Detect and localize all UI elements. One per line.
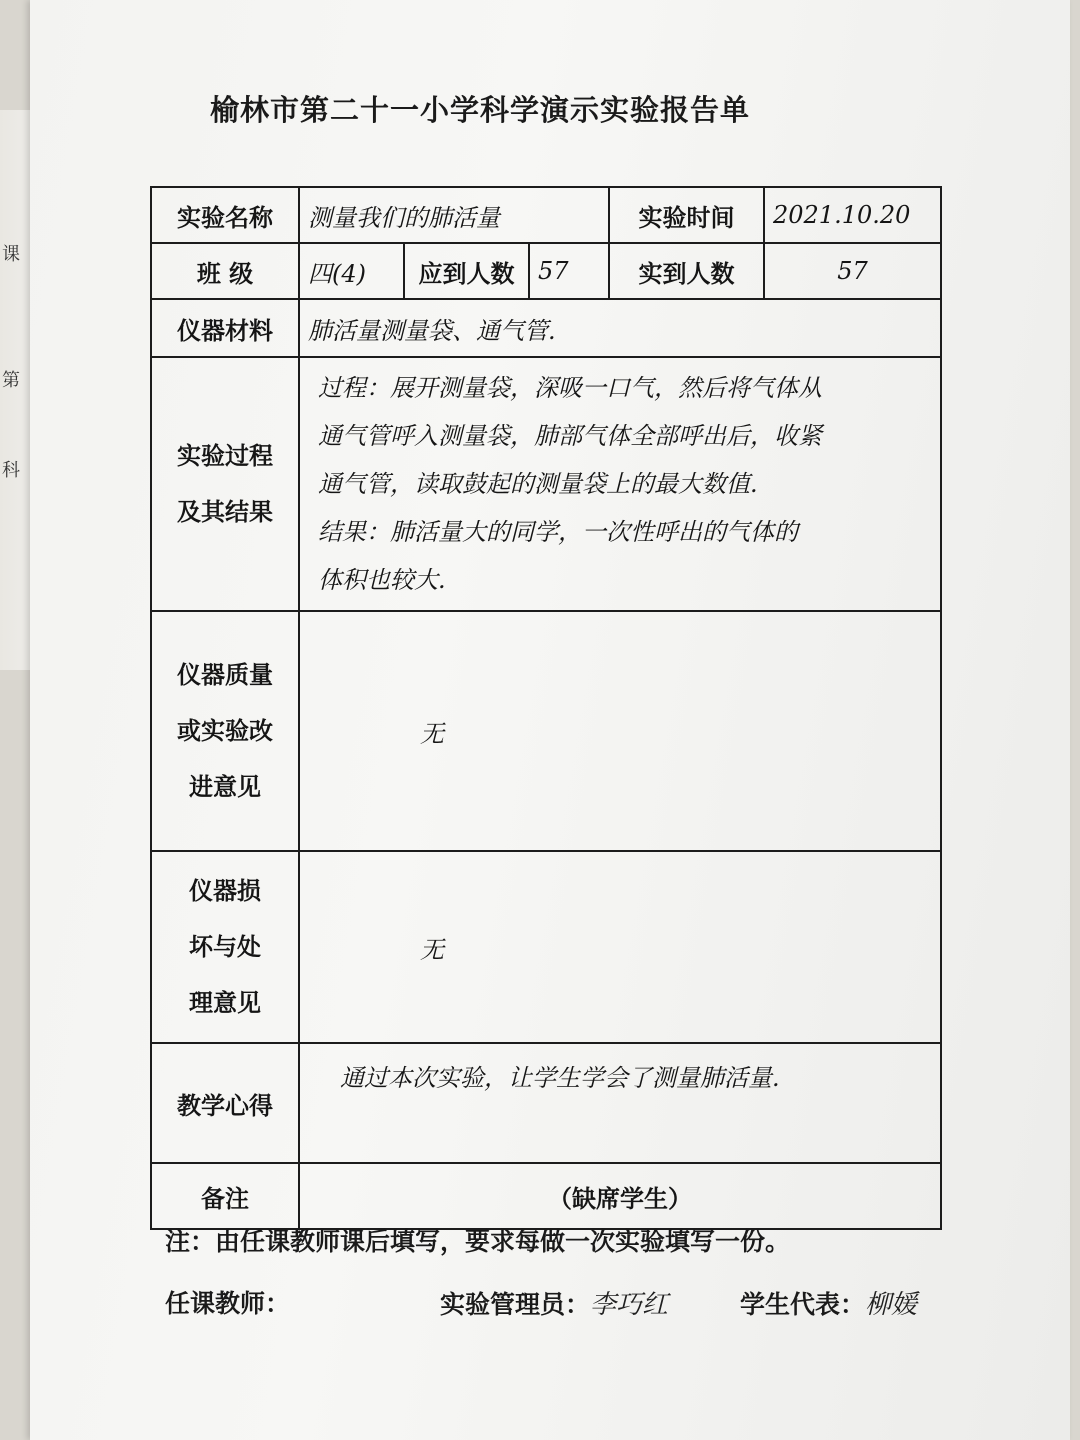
process-value <box>299 357 941 611</box>
process-line: 结果：肺活量大的同学，一次性呼出的气体的 <box>318 518 798 546</box>
materials-value: 肺活量测量袋、通气管. <box>299 299 941 357</box>
student-signature <box>740 1284 917 1321</box>
under-sheet-fragment: 第 <box>2 370 20 391</box>
quality-label <box>151 611 299 851</box>
student-label: 学生代表： <box>740 1290 866 1319</box>
quality-label-line: 仪器质量 <box>177 661 273 689</box>
student-value: 柳媛 <box>865 1290 918 1320</box>
process-line: 通气管，读取鼓起的测量袋上的最大数值. <box>318 470 758 498</box>
experiment-time-value: 2021.10.20 <box>764 187 941 243</box>
quality-label-line: 或实验改 <box>177 717 273 745</box>
expected-count-label: 应到人数 <box>404 243 529 299</box>
materials-label: 仪器材料 <box>151 299 299 357</box>
damage-label-line: 理意见 <box>189 989 261 1017</box>
under-sheet-fragment: 课 <box>2 244 20 265</box>
table-row <box>151 1163 941 1229</box>
admin-signature <box>440 1284 668 1321</box>
teacher-label: 任课教师： <box>165 1289 291 1318</box>
table-row <box>151 357 941 611</box>
admin-value: 李巧红 <box>590 1290 669 1320</box>
quality-value: 无 <box>299 611 941 851</box>
experiment-name-value: 测量我们的肺活量 <box>299 187 609 243</box>
footer-note: 注：由任课教师课后填写，要求每做一次实验填写一份。 <box>165 1227 791 1256</box>
process-label <box>151 357 299 611</box>
class-label: 班 级 <box>151 243 299 299</box>
admin-label: 实验管理员： <box>440 1290 591 1319</box>
process-label-line: 实验过程 <box>177 442 273 470</box>
quality-label-line: 进意见 <box>189 773 261 801</box>
under-sheet-fragment: 科 <box>2 460 20 481</box>
damage-label-line: 坏与处 <box>189 933 261 961</box>
process-line: 通气管呼入测量袋，肺部气体全部呼出后，收紧 <box>318 422 822 450</box>
damage-label-line: 仪器损 <box>189 877 261 905</box>
class-value: 四(4) <box>299 243 404 299</box>
expected-count-value: 57 <box>529 243 609 299</box>
process-line: 过程：展开测量袋，深吸一口气，然后将气体从 <box>318 374 822 402</box>
teacher-signature <box>165 1284 290 1320</box>
teaching-value: 通过本次实验，让学生学会了测量肺活量. <box>299 1043 941 1163</box>
experiment-time-label: 实验时间 <box>609 187 764 243</box>
table-row <box>151 243 941 299</box>
damage-label <box>151 851 299 1043</box>
table-row <box>151 299 941 357</box>
remark-value: （缺席学生） <box>299 1163 941 1229</box>
process-label-line: 及其结果 <box>177 498 273 526</box>
process-line: 体积也较大. <box>318 566 446 594</box>
damage-value: 无 <box>299 851 941 1043</box>
actual-count-label: 实到人数 <box>609 243 764 299</box>
teaching-label: 教学心得 <box>151 1043 299 1163</box>
remark-label: 备注 <box>151 1163 299 1229</box>
experiment-name-label: 实验名称 <box>151 187 299 243</box>
report-title: 榆林市第二十一小学科学演示实验报告单 <box>210 93 751 127</box>
table-row <box>151 187 941 243</box>
table-row <box>151 851 941 1043</box>
table-row <box>151 611 941 851</box>
actual-count-value: 57 <box>764 243 941 299</box>
report-table <box>150 186 942 1230</box>
table-row <box>151 1043 941 1163</box>
